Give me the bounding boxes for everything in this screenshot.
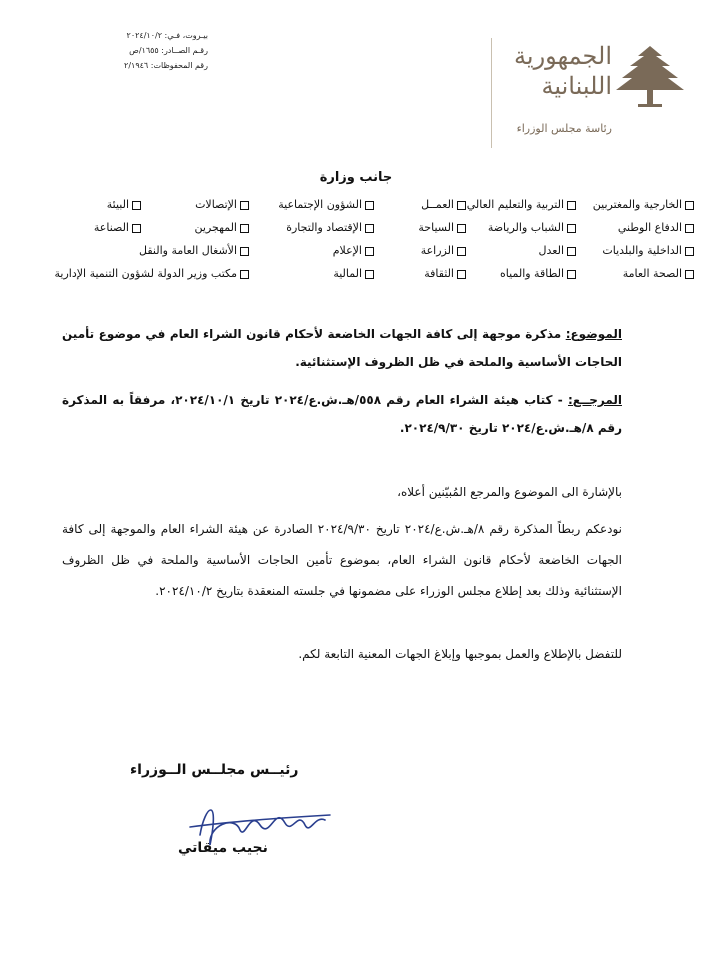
logo-line-2: اللبنانية [541, 72, 612, 100]
ministry-label: المهجرين [194, 221, 237, 234]
ministry-label: الطاقة والمياه [500, 267, 564, 280]
city-date: بيـروت، فـي: ٢٠٢٤/١٠/٢ [126, 31, 208, 40]
ministry-label: التربية والتعليم العالي [466, 198, 564, 211]
checkbox-icon [365, 247, 374, 256]
ministry-item [34, 196, 141, 214]
checkbox-icon [685, 201, 694, 210]
checkbox-icon [240, 247, 249, 256]
checkbox-icon [240, 224, 249, 233]
ministry-label: الدفاع الوطني [617, 221, 682, 234]
ministry-item [141, 196, 249, 214]
ministry-item [249, 219, 374, 237]
ministry-label: الإقتصاد والتجارة [286, 221, 362, 234]
ministry-label: العمــل [421, 198, 454, 211]
ministry-label: المالية [333, 267, 362, 280]
ministry-item [249, 196, 374, 214]
ministry-label: الثقافة [424, 267, 454, 280]
ministry-label: العدل [538, 244, 564, 257]
checkbox-icon [132, 224, 141, 233]
ministry-item [54, 265, 249, 283]
cedar-icon [612, 42, 688, 112]
signature-title: رئيــس مجلــس الــوزراء [130, 762, 299, 778]
checkbox-icon [365, 270, 374, 279]
ministry-item [249, 242, 374, 260]
ministry-item [34, 242, 141, 260]
ministry-label: الخارجية والمغتربين [592, 198, 682, 211]
ministry-label: الزراعة [420, 244, 454, 257]
ministry-item [374, 196, 466, 214]
ministry-item [466, 219, 576, 237]
checkbox-icon [685, 247, 694, 256]
reference-label: المرجــع: [568, 393, 622, 407]
ministry-item [34, 265, 141, 283]
subject-text: مذكرة موجهة إلى كافة الجهات الخاضعة لأحكام قانون الشراء العام في موضوع تأمين الحاجات الأساسية والملحة في ظل الظروف الإستثنائية. [62, 327, 622, 369]
ministry-label: مكتب وزير الدولة لشؤون التنمية الإدارية [54, 267, 237, 280]
checkbox-icon [567, 247, 576, 256]
logo-line-3: رئاسة مجلس الوزراء [516, 122, 612, 135]
ministry-label: الداخلية والبلديات [602, 244, 682, 257]
distribution-grid [34, 196, 694, 283]
archive-number: رقم المحفوظات: ٢/١٩٤٦ [124, 61, 208, 70]
checkbox-icon [685, 224, 694, 233]
ministry-item [141, 242, 249, 260]
ministry-item [576, 196, 694, 214]
checkbox-icon [365, 224, 374, 233]
ministry-label: الإتصالات [195, 198, 237, 211]
closing-line: للتفضل بالإطلاع والعمل بموجبها وإبلاغ الجهات المعنية التابعة لكم. [298, 647, 622, 661]
ministry-label: الإعلام [332, 244, 362, 257]
checkbox-icon [567, 201, 576, 210]
checkbox-icon [457, 224, 466, 233]
checkbox-icon [685, 270, 694, 279]
ministry-label: الصناعة [93, 221, 129, 234]
issued-number: رقـم الصــادر: ١٦٥٥/ص [129, 46, 208, 55]
reference-text: - كتاب هيئة الشراء العام رقم ٥٥٨/هـ.ش.ع/٢٠٢٤ تاريخ ٢٠٢٤/١٠/١، مرفقاً به المذكرة رقم ٨/هـ.ش.ع/٢٠٢٤ تاريخ ٢٠٢٤/٩/٣٠. [62, 393, 622, 435]
signatory-name: نجيب ميقاتي [178, 840, 268, 856]
ministry-item [374, 219, 466, 237]
checkbox-icon [365, 201, 374, 210]
ministry-item [34, 219, 141, 237]
subject-label: الموضوع: [565, 327, 622, 341]
ministry-item [374, 265, 466, 283]
main-paragraph: نودعكم ربطاً المذكرة رقم ٨/هـ.ش.ع/٢٠٢٤ تاريخ ٢٠٢٤/٩/٣٠ الصادرة عن هيئة الشراء العام والموجهة إلى كافة الجهات الخاضعة لأحكام قانون الشراء العام، بموضوع تأمين الحاجات الأساسية والملحة في ظل الظروف الإستثنائية وذلك بعد إطلاع مجلس الوزراء على مضمونها في جلسته المنعقدة بتاريخ ٢٠٢٤/١٠/٢. [62, 522, 622, 598]
logo-divider [491, 38, 492, 148]
ministry-item [576, 242, 694, 260]
ministry-item [466, 242, 576, 260]
checkbox-icon [457, 270, 466, 279]
ministry-item [141, 219, 249, 237]
greeting: بالإشارة الى الموضوع والمرجع المُبيّنين أعلاه، [397, 485, 622, 499]
ministry-label: الشباب والرياضة [487, 221, 564, 234]
reference-block [62, 386, 622, 442]
checkbox-icon [240, 270, 249, 279]
checkbox-icon [567, 270, 576, 279]
ministry-item [374, 242, 466, 260]
ministry-label: الأشغال العامة والنقل [139, 244, 237, 257]
ministry-label: السياحة [418, 221, 454, 234]
checkbox-icon [132, 201, 141, 210]
ministry-item [249, 265, 374, 283]
checkbox-icon [457, 247, 466, 256]
ministry-item [576, 265, 694, 283]
logo-line-1: الجمهورية [514, 42, 612, 70]
subject-block [62, 320, 622, 376]
checkbox-icon [567, 224, 576, 233]
checkbox-icon [240, 201, 249, 210]
distribution-title: جانب وزارة [319, 170, 393, 185]
ministry-item [576, 219, 694, 237]
ministry-label: الشؤون الإجتماعية [278, 198, 362, 211]
ministry-label: البيئة [106, 198, 129, 211]
ministry-item [466, 265, 576, 283]
ministry-label: الصحة العامة [622, 267, 682, 280]
ministry-item [466, 196, 576, 214]
checkbox-icon [457, 201, 466, 210]
letter-meta [78, 28, 208, 73]
